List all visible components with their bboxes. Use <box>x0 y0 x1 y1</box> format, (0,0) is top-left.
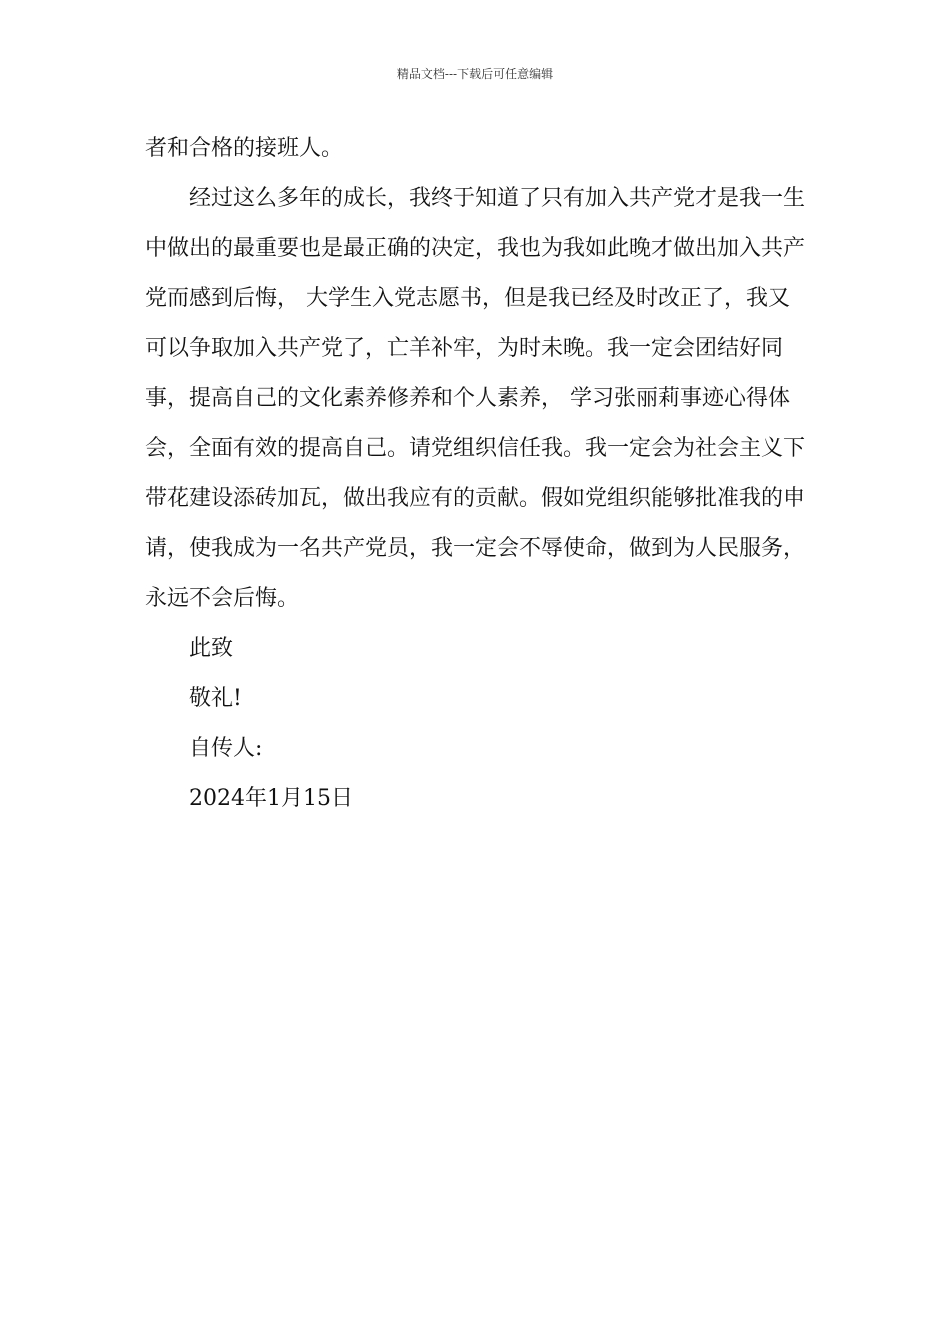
page-header: 精品文档---下载后可任意编辑 <box>396 67 554 81</box>
closing-salutation: 此致 <box>189 636 234 661</box>
signature-label: 自传人: <box>189 736 263 761</box>
document-date: 2024年1月15日 <box>189 786 353 811</box>
main-paragraph: 经过这么多年的成长，我终于知道了只有加入共产党才是我一生中做出的最重要也是最正确的决定，我也为我如此晚才做出加入共产党而感到后悔， 大学生入党志愿书，但是我已经及时改正了，我又可以争取加入共产党了，亡羊补牢，为时未晚。我一定会团结好同事，提高自己的文化素养修养和个人素养， 学习张丽莉事迹心得体会，全面有效的提高自己。请党组织信任我。我一定会为社会主义下带花建设添砖加瓦，做出我应有的贡献。假如党组织能够批准我的申请，使我成为一名共产党员，我一定会不辱使命，做到为人民服务，永远不会后悔。 <box>145 186 806 611</box>
continued-line: 者和合格的接班人。 <box>145 136 344 161</box>
document-body <box>145 124 807 824</box>
closing-respect: 敬礼! <box>189 686 242 711</box>
